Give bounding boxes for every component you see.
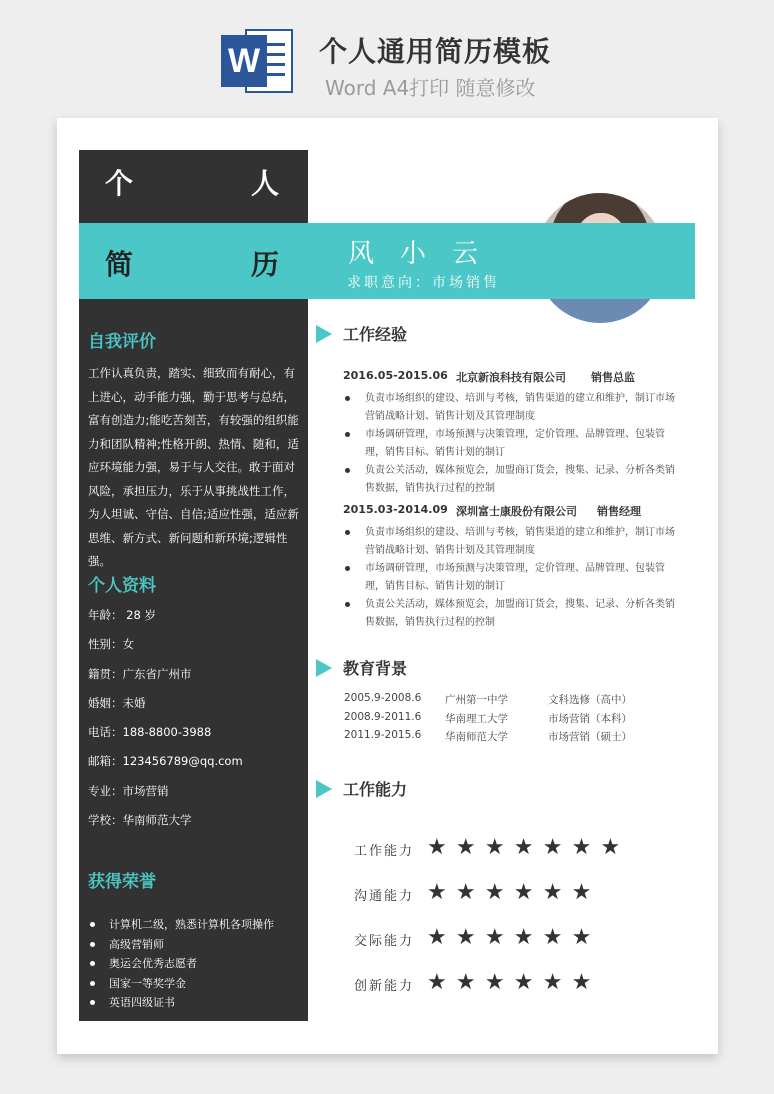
education-row: [344, 692, 674, 711]
education-row: [344, 711, 674, 730]
star-rating-icon: ★★★★★★: [427, 880, 601, 905]
sidebar-heading-char: 个: [105, 167, 134, 200]
edu-major: 文科选修（高中）: [548, 694, 632, 706]
band-heading-char: 简: [105, 248, 134, 281]
education-row: [344, 729, 674, 748]
page-title: 个人通用简历模板: [319, 35, 552, 68]
skills-section-title: 工作能力: [343, 780, 408, 799]
self-eval-line: 为人坦诚、守信、自信;适应性强，适应新: [88, 507, 299, 521]
sidebar-heading-top: [79, 162, 308, 202]
job-duties: [343, 390, 683, 498]
self-eval-line: 工作认真负责，踏实、细致而有耐心，有: [88, 366, 295, 380]
honors-title: 获得荣誉: [88, 872, 156, 892]
personal-info-list: [88, 605, 303, 839]
job-company: 北京新浪科技有限公司: [456, 371, 566, 384]
band-heading-char: 历: [251, 248, 280, 281]
job-company: 深圳富士康股份有限公司: [456, 505, 577, 518]
star-rating-icon: ★★★★★★: [427, 925, 601, 950]
job-header: [343, 503, 683, 523]
job-header: [343, 369, 683, 389]
job-duty: 负责市场组织的建设、培训与考核，销售渠道的建立和维护，制订市场营销战略计划、销售计划及其管理制度: [343, 524, 683, 560]
info-marital: 婚姻：未婚: [88, 695, 146, 710]
self-eval-line: 富有创造力;能吃苦刻苦，有较强的组织能: [88, 413, 299, 427]
skill-row: [354, 880, 654, 925]
honor-item: 计算机二级，熟悉计算机各项操作: [88, 915, 303, 935]
edu-major: 市场营销（硕士）: [548, 731, 632, 743]
sidebar-heading-char: 人: [251, 167, 280, 200]
job-intent: 求职意向：市场销售: [347, 275, 500, 291]
triangle-bullet-icon: [316, 659, 332, 677]
job-entry: [343, 503, 683, 632]
star-rating-icon: ★★★★★★: [427, 970, 601, 995]
honor-item: 国家一等奖学金: [88, 974, 303, 994]
job-duty: 市场调研管理，市场预测与决策管理，定价管理、品牌管理、包装管理，销售目标、销售计划的制订: [343, 560, 683, 596]
triangle-bullet-icon: [316, 780, 332, 798]
work-section-title: 工作经验: [343, 325, 408, 344]
star-rating-icon: ★★★★★★★: [427, 835, 630, 860]
edu-school: 华南师范大学: [445, 731, 508, 743]
job-position: 销售总监: [591, 371, 635, 384]
skill-row: [354, 835, 654, 880]
band-heading: [79, 223, 308, 299]
skill-label: 创新能力: [354, 979, 415, 994]
edu-period: 2011.9-2015.6: [344, 729, 422, 741]
edu-period: 2008.9-2011.6: [344, 710, 422, 723]
edu-school: 广州第一中学: [445, 694, 508, 706]
info-age: 年龄： 28 岁: [88, 608, 156, 622]
skills-list: [354, 835, 654, 1015]
self-eval-line: 上进心，动手能力强，勤于思考与总结，: [88, 389, 295, 404]
page-subtitle: Word A4打印 随意修改: [325, 76, 536, 100]
info-school: 学校：华南师范大学: [88, 813, 192, 828]
info-gender: 性别：女: [88, 637, 134, 652]
job-period: 2016.05-2015.06: [343, 369, 448, 382]
self-eval-title: 自我评价: [88, 332, 156, 352]
self-eval-line: 风险，承担压力，乐于从事挑战性工作，: [88, 483, 295, 498]
honor-item: 英语四级证书: [88, 993, 303, 1013]
triangle-bullet-icon: [316, 325, 332, 343]
job-duty: 负责市场组织的建设、培训与考核，销售渠道的建立和维护，制订市场营销战略计划、销售计划及其管理制度: [343, 390, 683, 426]
job-entry: [343, 369, 683, 498]
skill-row: [354, 925, 654, 970]
job-duties: [343, 524, 683, 632]
honors-list: [88, 915, 303, 1013]
candidate-name: 风小云: [348, 239, 505, 269]
honor-item: 高级营销师: [88, 935, 303, 955]
job-duty: 负责公关活动，媒体预览会，加盟商订货会，搜集、记录、分析各类销售数据，销售执行过程的控制: [343, 462, 683, 498]
honor-item: 奥运会优秀志愿者: [88, 954, 303, 974]
job-period: 2015.03-2014.09: [343, 503, 448, 516]
personal-info-title: 个人资料: [88, 576, 156, 596]
resume-page: [57, 118, 718, 1054]
self-eval-line: 力和团队精神;性格开朗、热情、随和，适: [88, 436, 299, 451]
job-duty: 负责公关活动，媒体预览会，加盟商订货会，搜集、记录、分析各类销售数据，销售执行过程的控制: [343, 596, 683, 632]
skill-label: 工作能力: [354, 844, 415, 859]
education-list: [344, 692, 674, 748]
skill-label: 沟通能力: [354, 889, 415, 904]
education-section-title: 教育背景: [343, 659, 408, 678]
self-eval-text: [88, 362, 301, 574]
word-icon: [221, 25, 295, 97]
edu-major: 市场营销（本科）: [548, 712, 632, 725]
header-band: [79, 223, 695, 299]
skill-label: 交际能力: [354, 934, 415, 949]
info-hometown: 籍贯：广东省广州市: [88, 666, 192, 681]
info-email: 邮箱：123456789@qq.com: [88, 754, 243, 769]
self-eval-line: 应环境能力强，易于与人交往。敢于面对: [88, 460, 295, 474]
self-eval-line: 思维、新方式、新问题和新环境;逻辑性强。: [88, 530, 288, 568]
word-letter: W: [221, 35, 267, 87]
info-phone: 电话：188-8800-3988: [88, 725, 212, 740]
job-duty: 市场调研管理，市场预测与决策管理，定价管理、品牌管理、包装管理，销售目标、销售计划的制订: [343, 426, 683, 462]
skill-row: [354, 970, 654, 1015]
job-position: 销售经理: [597, 505, 641, 518]
edu-period: 2005.9-2008.6: [344, 692, 422, 704]
info-major: 专业：市场营销: [88, 783, 169, 798]
edu-school: 华南理工大学: [445, 712, 508, 725]
